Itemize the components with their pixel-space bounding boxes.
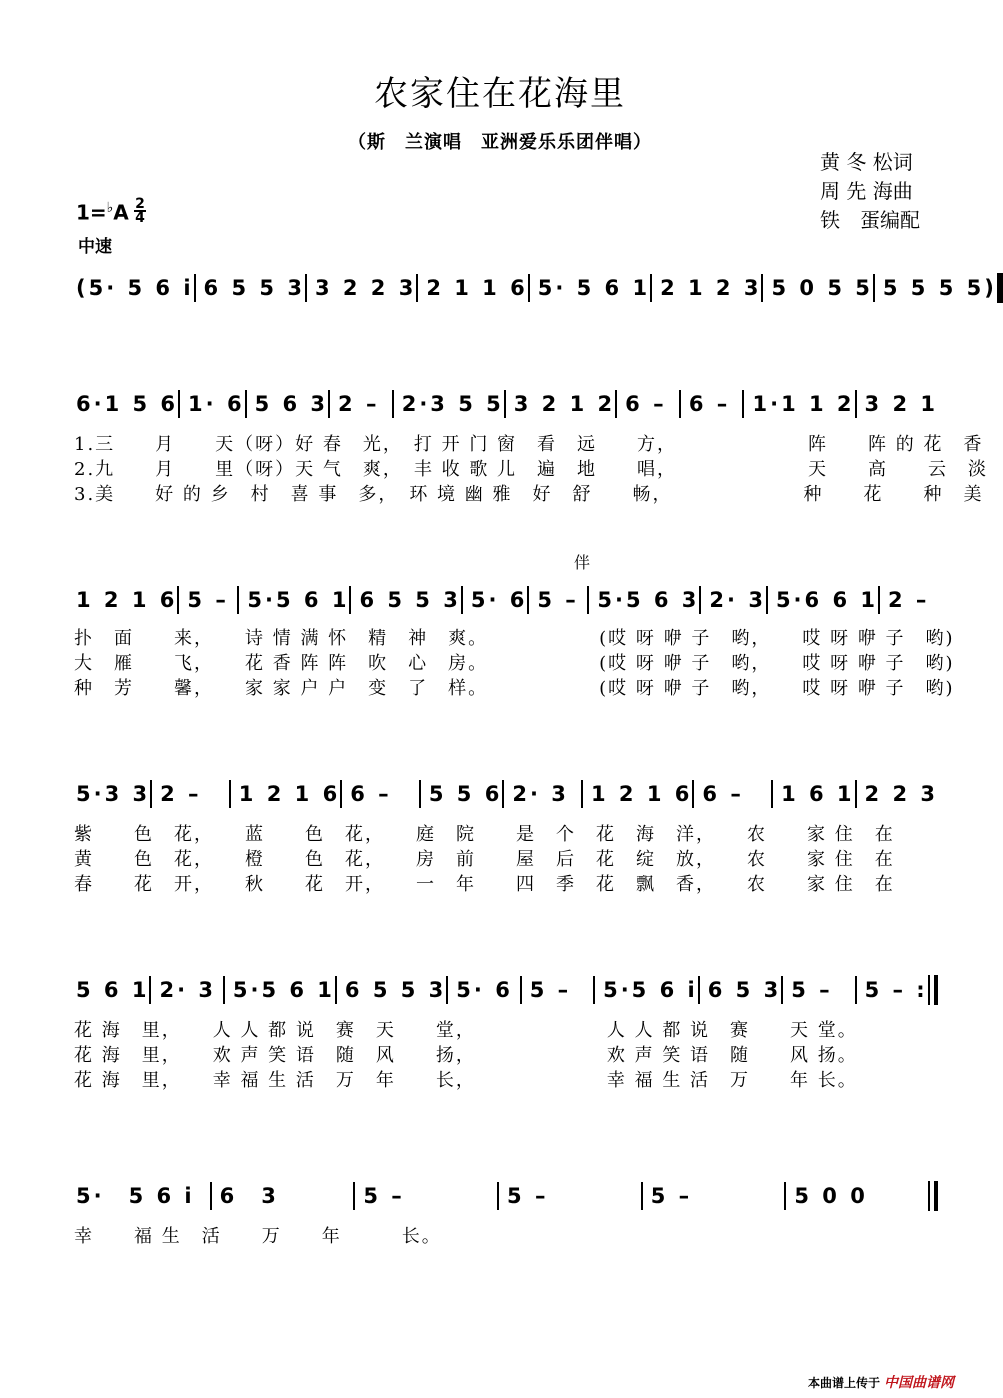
time-signature-bottom: 4 <box>135 210 145 226</box>
measure: 5·5 6 i <box>593 976 698 1004</box>
notes-line <box>68 1176 938 1216</box>
measure: 5·5 6 3 <box>587 586 699 614</box>
measure: 5· 5 6 1 <box>528 274 650 302</box>
arranger-credit: 铁 蛋编配 <box>820 208 920 232</box>
lyric-verse-1: 1.三 月 天（呀）好 春 光， 打 开 门 窗 看 远 方， 阵 阵 的 花 香 <box>74 434 984 455</box>
accompaniment-label: 伴 <box>574 553 591 572</box>
measure: 6 3 <box>210 1182 354 1210</box>
lyric-coda: 幸 福 生 活 万 年 长。 <box>74 1226 442 1247</box>
barline <box>997 273 1003 303</box>
measure: 5 5 6 <box>419 780 502 808</box>
measure: 5 6 1 <box>76 978 150 1002</box>
credits-block <box>820 148 920 235</box>
measure: 2 – <box>878 586 938 614</box>
measure: 5 – <box>497 1182 641 1210</box>
key-prefix: 1= <box>76 200 107 225</box>
measure: (5· 5 6 i <box>76 276 194 300</box>
measure: 5 – : <box>855 976 928 1004</box>
lyric-verse-3: 3.美 好 的 乡 村 喜 事 多， 环 境 幽 雅 好 舒 畅， 种 花 种 美 <box>74 484 984 505</box>
lyric-verse-2: 花 海 里， 欢 声 笑 语 随 风 扬， 欢 声 笑 语 随 风 扬。 <box>74 1045 858 1066</box>
measure: 1 2 1 6 <box>229 780 340 808</box>
flat-sign: ♭ <box>106 200 114 216</box>
notes-line <box>68 970 938 1010</box>
measure: 1· 6 <box>178 390 245 418</box>
lyric-verse-1: 紫 色 花， 蓝 色 花， 庭 院 是 个 花 海 洋， 农 家 住 在 <box>74 824 895 845</box>
measure: 6 5 5 3 <box>335 976 446 1004</box>
measure: 6 – <box>340 780 419 808</box>
measure: 5 – <box>781 976 854 1004</box>
measure: 2 – <box>328 390 392 418</box>
measure: 2 – <box>150 780 229 808</box>
tempo-marking: 中速 <box>78 237 112 257</box>
measure: 1·1 1 2 <box>742 390 854 418</box>
lyric-verse-2: 2.九 月 里（呀）天 气 爽， 丰 收 歌 儿 遍 地 唱， 天 高 云 淡 <box>74 459 989 480</box>
composer-credit: 周 先 海曲 <box>820 179 913 203</box>
measure: 5·6 6 1 <box>766 586 878 614</box>
notes-line <box>68 268 997 308</box>
measure: 6 5 5 3 <box>349 586 460 614</box>
notes-line <box>68 580 938 620</box>
footer-text: 本曲谱上传于 <box>808 1376 881 1390</box>
measure: 5·3 3 <box>76 782 151 806</box>
measure: 2 2 3 <box>855 780 938 808</box>
measure: 2 1 2 3 <box>650 274 761 302</box>
song-title: 农家住在花海里 <box>374 74 626 114</box>
measure: 6 – <box>692 780 771 808</box>
lyricist-credit: 黄 冬 松词 <box>820 150 913 174</box>
measure: 5 – <box>353 1182 497 1210</box>
measure: 2 1 1 6 <box>416 274 527 302</box>
time-signature <box>134 198 146 224</box>
measure: 2· 3 <box>149 976 222 1004</box>
measure: 5·5 6 1 <box>223 976 335 1004</box>
final-barline <box>928 1181 938 1211</box>
measure: 1 2 1 6 <box>76 588 178 612</box>
measure: 2·3 5 5 <box>392 390 504 418</box>
lyric-verse-3: 春 花 开， 秋 花 开， 一 年 四 季 花 飘 香， 农 家 住 在 <box>74 874 895 895</box>
measure: 3 2 2 3 <box>305 274 416 302</box>
measure: 5 6 3 <box>245 390 328 418</box>
measure: 1 2 1 6 <box>581 780 692 808</box>
lyric-verse-1: 扑 面 来， 诗 情 满 怀 精 神 爽。 (哎 呀 咿 子 哟， 哎 呀 咿 子 哟) <box>74 628 955 649</box>
measure: 5 0 0 <box>784 1182 928 1210</box>
footer-source <box>808 1372 954 1392</box>
lyric-verse-3: 种 芳 馨， 家 家 户 户 变 了 样。 (哎 呀 咿 子 哟， 哎 呀 咿 子 哟) <box>74 678 955 699</box>
measure: 6·1 5 6 <box>76 392 179 416</box>
measure: 5 – <box>527 586 587 614</box>
lyric-verse-1: 花 海 里， 人 人 都 说 赛 天 堂， 人 人 都 说 赛 天 堂。 <box>74 1020 858 1041</box>
notes-line <box>68 774 938 814</box>
site-logo[interactable]: 中国曲谱网 <box>884 1375 955 1391</box>
measure: 5· 6 <box>461 586 528 614</box>
measure: 1 6 1 <box>771 780 854 808</box>
measure: 6 5 3 <box>698 976 781 1004</box>
measure: 6 – <box>679 390 743 418</box>
key-note: A <box>113 200 129 225</box>
measure: 2· 3 <box>699 586 766 614</box>
measure: 3 2 1 2 <box>504 390 615 418</box>
measure: 5 0 5 5 <box>761 274 872 302</box>
measure: 5· 6 <box>446 976 519 1004</box>
measure: 5 – <box>641 1182 785 1210</box>
measure: 5 5 5 5) <box>873 274 997 302</box>
lyric-verse-2: 大 雁 飞， 花 香 阵 阵 吹 心 房。 (哎 呀 咿 子 哟， 哎 呀 咿 子 哟) <box>74 653 955 674</box>
measure: 5·5 6 1 <box>237 586 349 614</box>
lyric-verse-2: 黄 色 花， 橙 色 花， 房 前 屋 后 花 绽 放， 农 家 住 在 <box>74 849 895 870</box>
measure: 5 – <box>520 976 593 1004</box>
key-signature <box>76 200 129 225</box>
lyric-verse-3: 花 海 里， 幸 福 生 活 万 年 长， 幸 福 生 活 万 年 长。 <box>74 1070 858 1091</box>
measure: 5· 5 6 i <box>76 1184 195 1208</box>
measure: 2· 3 <box>502 780 581 808</box>
performer-subtitle: （斯 兰演唱 亚洲爱乐乐团伴唱） <box>348 132 652 153</box>
measure: 6 5 5 3 <box>194 274 305 302</box>
time-signature-top: 2 <box>135 196 145 212</box>
measure: 5 – <box>177 586 237 614</box>
measure: 6 – <box>615 390 679 418</box>
repeat-barline <box>928 975 938 1005</box>
measure: 3 2 1 <box>855 390 938 418</box>
notes-line <box>68 384 938 424</box>
